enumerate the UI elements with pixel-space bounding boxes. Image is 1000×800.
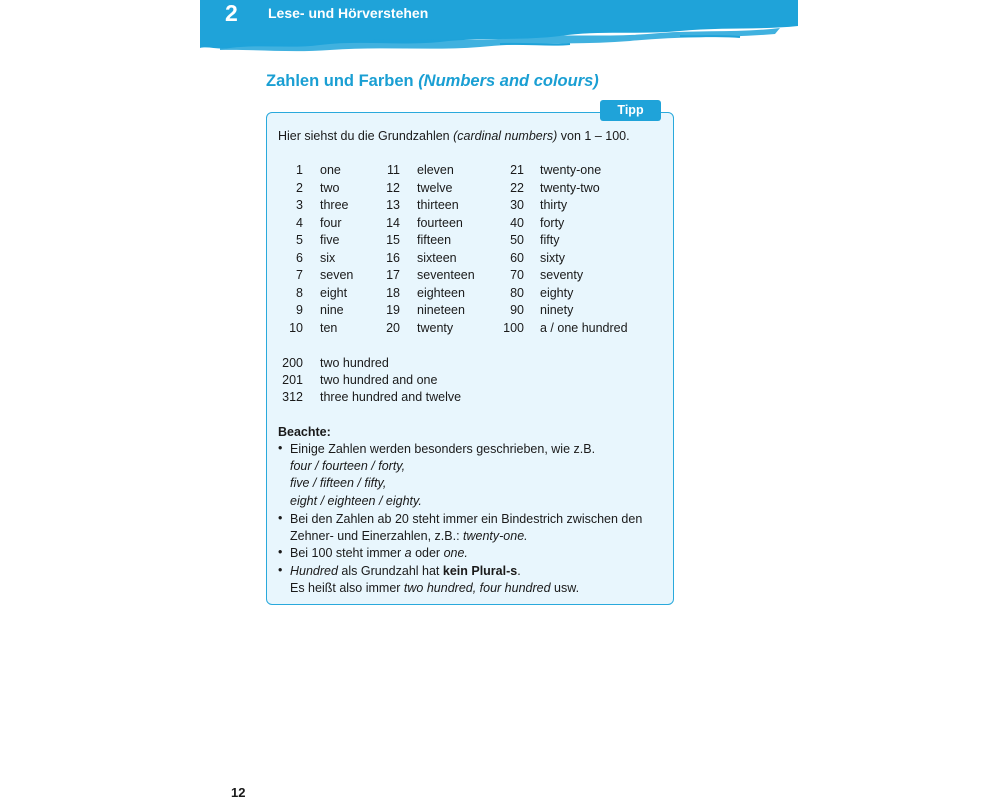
number-word: thirty <box>540 198 568 212</box>
page <box>200 0 798 800</box>
number-digit: 2 <box>296 180 303 195</box>
number-word: fourteen <box>417 215 463 230</box>
bullet-symbol: • <box>278 545 283 559</box>
number-word: six <box>320 250 336 265</box>
number-digit: 19 <box>386 303 400 317</box>
number-digit: 20 <box>386 320 400 335</box>
bullet-4-line-1 <box>290 563 521 581</box>
bullet-4-bold: kein Plural-s <box>442 564 518 578</box>
number-word: five <box>320 233 340 247</box>
bullet-3-mid: oder <box>411 546 444 560</box>
intro-before: Hier siehst du die Grundzahlen <box>278 129 454 143</box>
number-word: one <box>320 163 341 177</box>
hundred-digit: 200 <box>282 356 303 370</box>
number-word: sixteen <box>417 250 457 265</box>
bullet-2 <box>278 511 282 525</box>
number-word: twenty-two <box>540 180 600 195</box>
number-digit: 1 <box>296 163 303 177</box>
bullet-4-end: . <box>517 564 521 578</box>
bullet-3-a: a <box>404 546 412 560</box>
number-digit: 11 <box>387 163 400 177</box>
bullet-4-line-2-italic: two hundred, four hundred <box>403 581 551 595</box>
note-title: Beachte: <box>278 425 331 439</box>
bullet-symbol: • <box>278 511 283 525</box>
number-word: fifty <box>540 233 560 247</box>
number-digit: 18 <box>386 285 400 300</box>
number-word: eight <box>320 285 348 300</box>
number-word: a / one hundred <box>540 320 628 335</box>
bullet-2-line-1: Bei den Zahlen ab 20 steht immer ein Bindestrich zwischen den <box>290 512 643 526</box>
bullet-4-mid: als Grundzahl hat <box>337 564 443 578</box>
hundred-word: three hundred and twelve <box>320 390 462 404</box>
hundred-digit: 201 <box>282 373 303 387</box>
number-word: eleven <box>417 163 454 177</box>
number-digit: 50 <box>510 233 524 247</box>
number-digit: 40 <box>510 215 524 230</box>
hundred-digit: 312 <box>282 390 303 404</box>
number-word: ten <box>320 320 338 335</box>
bullet-1-text: Einige Zahlen werden besonders geschrieben, wie z.B. <box>290 442 596 456</box>
bullet-4 <box>278 563 282 577</box>
number-digit: 12 <box>386 180 400 195</box>
heading-translation: (Numbers and colours) <box>418 72 599 90</box>
section-heading <box>266 72 599 91</box>
number-digit: 8 <box>296 285 303 300</box>
number-word: twenty <box>417 320 454 335</box>
bullet-symbol: • <box>278 563 283 577</box>
number-digit: 30 <box>510 198 524 212</box>
heading-main: Zahlen und Farben <box>266 72 414 90</box>
hundred-word: two hundred <box>320 356 389 370</box>
intro-text <box>278 128 630 146</box>
bullet-4-line-2-pre: Es heißt also immer <box>290 581 404 595</box>
hundred-word: two hundred and one <box>320 373 438 387</box>
number-digit: 5 <box>296 233 303 247</box>
number-word: eighteen <box>417 285 465 300</box>
number-digit: 9 <box>296 303 303 317</box>
number-word: seventeen <box>417 268 475 282</box>
bullet-4-line-2-end: usw. <box>550 581 580 595</box>
number-digit: 6 <box>296 250 303 265</box>
number-digit: 100 <box>503 320 524 335</box>
bullet-4-line-2 <box>290 580 579 598</box>
number-digit: 3 <box>296 198 303 212</box>
number-word: four <box>320 215 342 230</box>
number-digit: 7 <box>296 268 303 282</box>
number-digit: 60 <box>510 250 524 265</box>
number-digit: 13 <box>386 198 400 212</box>
bullet-2-line-2-text: Zehner- und Einerzahlen, z.B.: <box>290 529 464 543</box>
chapter-title: Lese- und Hörverstehen <box>268 5 429 21</box>
number-digit: 17 <box>386 268 400 282</box>
bullet-3-text <box>290 545 468 563</box>
number-digit: 80 <box>510 285 524 300</box>
intro-after: von 1 – 100. <box>557 129 630 143</box>
number-word: nineteen <box>417 303 465 317</box>
number-word: seventy <box>540 268 584 282</box>
number-word: twelve <box>417 180 453 195</box>
bullet-3-pre: Bei 100 steht immer <box>290 546 405 560</box>
bullet-3 <box>278 545 282 559</box>
number-digit: 16 <box>386 250 400 265</box>
number-digit: 21 <box>510 163 524 177</box>
bullet-2-line-2 <box>290 528 528 546</box>
number-word: thirteen <box>417 198 459 212</box>
intro-italic: (cardinal numbers) <box>453 129 558 143</box>
bullet-symbol: • <box>278 441 283 455</box>
number-word: fifteen <box>417 233 452 247</box>
number-digit: 22 <box>510 180 524 195</box>
number-word: forty <box>540 215 565 230</box>
number-word: three <box>320 198 349 212</box>
number-word: two <box>320 180 340 195</box>
tip-tab-label: Tipp <box>600 100 661 121</box>
number-word: sixty <box>540 250 565 265</box>
bullet-3-one: one. <box>443 546 468 560</box>
number-word: nine <box>320 303 344 317</box>
bullet-1-example-2: five / fifteen / fifty, <box>290 476 387 490</box>
number-digit: 15 <box>386 233 400 247</box>
bullet-4-italic: Hundred <box>290 564 338 578</box>
bullet-1-example-1: four / fourteen / forty, <box>290 459 406 473</box>
number-word: ninety <box>540 303 574 317</box>
bullet-2-example: twenty-one. <box>463 529 528 543</box>
bullet-1-example-3: eight / eighteen / eighty. <box>290 494 422 508</box>
number-digit: 4 <box>296 215 303 230</box>
number-digit: 14 <box>386 215 400 230</box>
bullet-1 <box>278 441 282 455</box>
number-word: seven <box>320 268 354 282</box>
number-digit: 10 <box>289 320 303 335</box>
number-digit: 70 <box>510 268 524 282</box>
number-word: eighty <box>540 285 574 300</box>
page-number: 12 <box>231 785 246 800</box>
number-digit: 90 <box>510 303 524 317</box>
number-word: twenty-one <box>540 163 602 177</box>
chapter-number: 2 <box>225 0 238 26</box>
